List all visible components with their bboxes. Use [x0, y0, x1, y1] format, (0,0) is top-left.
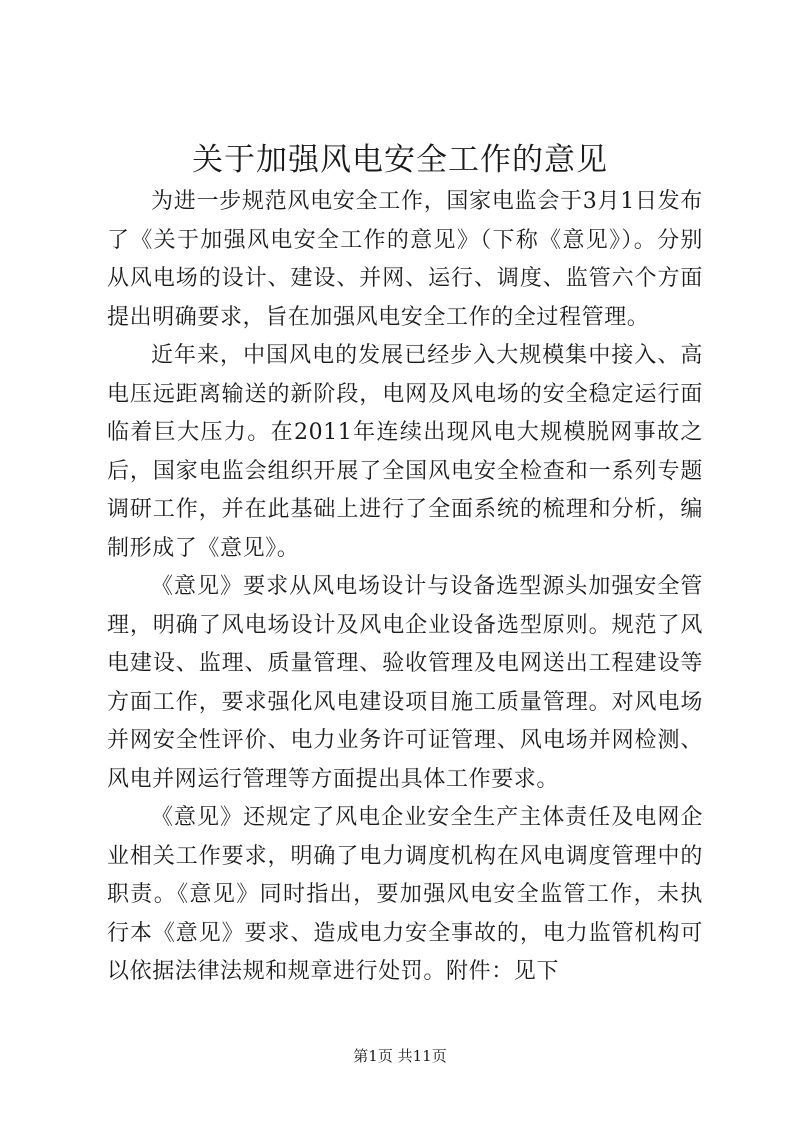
- document-title: 关于加强风电安全工作的意见: [192, 142, 608, 178]
- paragraph: 《意见》要求从风电场设计与设备选型源头加强安全管理，明确了风电场设计及风电企业设备选型原则。规范了风电建设、监理、质量管理、验收管理及电网送出工程建设等方面工作，要求强化风电建设项目施工质量管理。对风电场并网安全性评价、电力业务许可证管理、风电场并网检测、风电并网运行管理等方面提出具体工作要求。: [107, 574, 703, 792]
- page-footer: [0, 1046, 800, 1066]
- paragraph: 为进一步规范风电安全工作，国家电监会于3月1日发布了《关于加强风电安全工作的意见》（下称《意见》）。分别从风电场的设计、建设、并网、运行、调度、监管六个方面提出明确要求，旨在加强风电安全工作的全过程管理。: [107, 189, 703, 330]
- paragraph: 近年来，中国风电的发展已经步入大规模集中接入、高电压远距离输送的新阶段，电网及风电场的安全稳定运行面临着巨大压力。在2011年连续出现风电大规模脱网事故之后，国家电监会组织开展了全国风电安全检查和一系列专题调研工作，并在此基础上进行了全面系统的梳理和分析，编制形成了《意见》。: [107, 343, 703, 561]
- page-number: 第1页 共11页: [353, 1047, 447, 1065]
- paragraph: 《意见》还规定了风电企业安全生产主体责任及电网企业相关工作要求，明确了电力调度机构在风电调度管理中的职责。《意见》同时指出，要加强风电安全监管工作，未执行本《意见》要求、造成电力安全事故的，电力监管机构可以依据法律法规和规章进行处罚。附件：见下: [107, 805, 703, 984]
- document-body: [107, 183, 703, 992]
